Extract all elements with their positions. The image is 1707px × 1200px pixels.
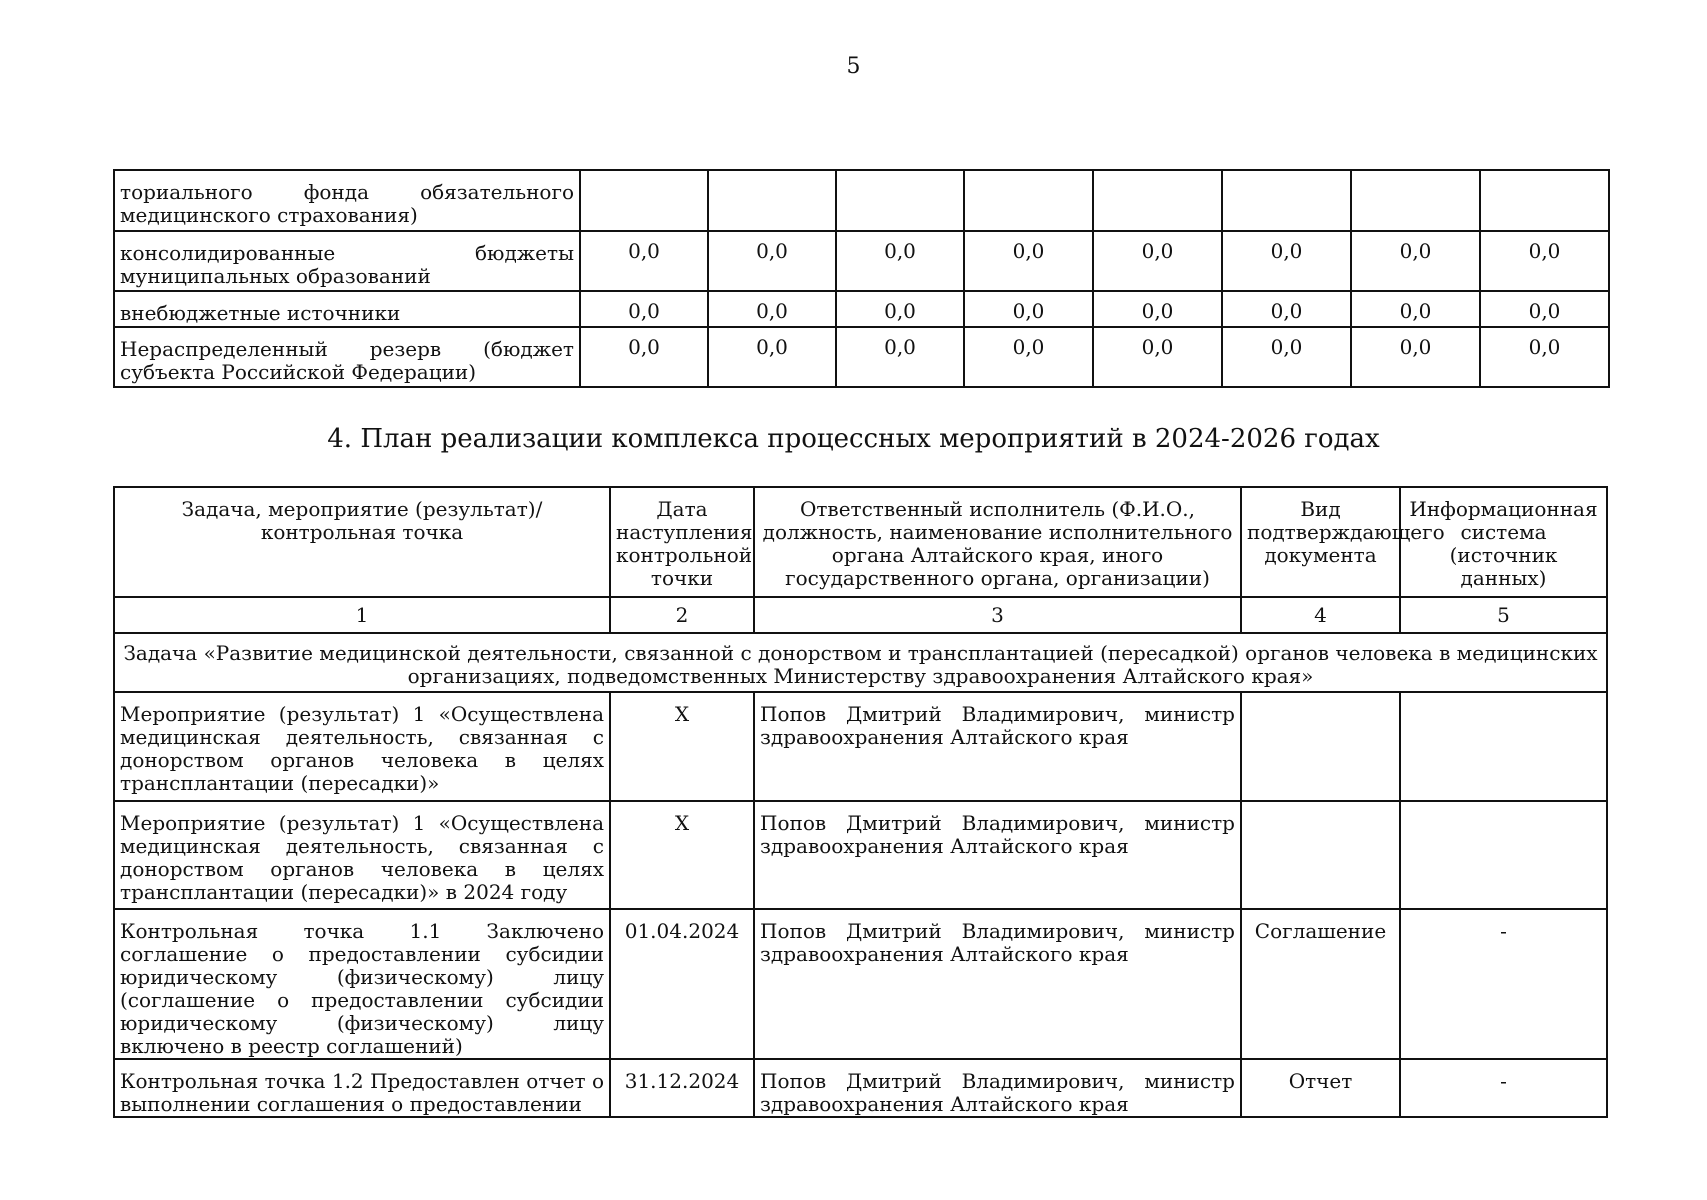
- executor-cell: Попов Дмитрий Владимирович, министр здравоохранения Алтайского края: [754, 801, 1241, 909]
- document-cell: Соглашение: [1241, 909, 1400, 1059]
- executor-cell: Попов Дмитрий Владимирович, министр здравоохранения Алтайского края: [754, 909, 1241, 1059]
- funding-cell: 0,0: [964, 291, 1093, 327]
- activity-name-cell: Контрольная точка 1.2 Предоставлен отчет о выполнении соглашения о предоставлении: [114, 1059, 610, 1117]
- funding-row-label: консолидированные бюджеты муниципальных образований: [114, 231, 580, 291]
- funding-table: [113, 169, 1610, 388]
- funding-row-label: ториального фонда обязательного медицинского страхования): [114, 170, 580, 231]
- system-cell: -: [1400, 909, 1607, 1059]
- funding-cell: 0,0: [1480, 327, 1609, 387]
- funding-cell: 0,0: [1480, 291, 1609, 327]
- header-executor-cell: Ответственный исполнитель (Ф.И.О., должность, наименование исполнительного органа Алтайского края, иного государственного органа, организации): [754, 487, 1241, 597]
- document-cell: [1241, 801, 1400, 909]
- header-document-cell: Вид подтверждающего документа: [1241, 487, 1400, 597]
- funding-cell: 0,0: [964, 231, 1093, 291]
- plan-header-row: [114, 487, 1607, 597]
- column-number: 1: [114, 597, 610, 633]
- plan-row: [114, 909, 1607, 1059]
- funding-row: [114, 231, 1609, 291]
- header-system-cell: Информационная система (источник данных): [1400, 487, 1607, 597]
- funding-row: [114, 291, 1609, 327]
- funding-cell: 0,0: [1480, 231, 1609, 291]
- page-number: 5: [846, 54, 861, 79]
- funding-row-label: внебюджетные источники: [114, 291, 580, 327]
- header-date-cell: Дата наступления контрольной точки: [610, 487, 754, 597]
- funding-cell: [836, 170, 964, 231]
- funding-cell: [580, 170, 708, 231]
- plan-row: [114, 692, 1607, 801]
- funding-cell: 0,0: [708, 231, 836, 291]
- funding-cell: 0,0: [580, 291, 708, 327]
- system-cell: [1400, 692, 1607, 801]
- document-cell: Отчет: [1241, 1059, 1400, 1117]
- system-cell: -: [1400, 1059, 1607, 1117]
- date-cell: X: [610, 692, 754, 801]
- system-cell: [1400, 801, 1607, 909]
- activity-name-cell: Контрольная точка 1.1 Заключено соглашение о предоставлении субсидии юридическому (физическому) лицу (соглашение о предоставлении субсидии юридическому (физическому) лицу включено в реестр соглашений): [114, 909, 610, 1059]
- document-cell: [1241, 692, 1400, 801]
- executor-cell: Попов Дмитрий Владимирович, министр здравоохранения Алтайского края: [754, 1059, 1241, 1117]
- funding-cell: 0,0: [964, 327, 1093, 387]
- funding-row: [114, 170, 1609, 231]
- funding-cell: [1480, 170, 1609, 231]
- activity-name-cell: Мероприятие (результат) 1 «Осуществлена медицинская деятельность, связанная с донорством органов человека в целях трансплантации (пересадки)»: [114, 692, 610, 801]
- funding-cell: 0,0: [1351, 327, 1480, 387]
- date-cell: 31.12.2024: [610, 1059, 754, 1117]
- funding-cell: 0,0: [580, 231, 708, 291]
- funding-cell: 0,0: [1093, 327, 1222, 387]
- column-number: 2: [610, 597, 754, 633]
- funding-cell: 0,0: [1093, 231, 1222, 291]
- header-task-cell: Задача, мероприятие (результат)/ контрольная точка: [114, 487, 610, 597]
- executor-cell: Попов Дмитрий Владимирович, министр здравоохранения Алтайского края: [754, 692, 1241, 801]
- activity-name-cell: Мероприятие (результат) 1 «Осуществлена медицинская деятельность, связанная с донорством органов человека в целях трансплантации (пересадки)» в 2024 году: [114, 801, 610, 909]
- funding-cell: 0,0: [836, 231, 964, 291]
- funding-cell: 0,0: [1351, 291, 1480, 327]
- plan-number-row: [114, 597, 1607, 633]
- plan-task-row: [114, 633, 1607, 692]
- funding-cell: 0,0: [1222, 231, 1351, 291]
- funding-cell: 0,0: [1351, 231, 1480, 291]
- column-number: 5: [1400, 597, 1607, 633]
- plan-row: [114, 801, 1607, 909]
- plan-table: [113, 486, 1608, 1118]
- funding-row: [114, 327, 1609, 387]
- funding-cell: 0,0: [708, 291, 836, 327]
- section-title: 4. План реализации комплекса процессных мероприятий в 2024-2026 годах: [327, 424, 1380, 454]
- date-cell: 01.04.2024: [610, 909, 754, 1059]
- funding-cell: 0,0: [1093, 291, 1222, 327]
- funding-cell: [708, 170, 836, 231]
- funding-cell: [1222, 170, 1351, 231]
- funding-cell: 0,0: [836, 291, 964, 327]
- task-cell: Задача «Развитие медицинской деятельности, связанной с донорством и трансплантацией (пересадкой) органов человека в медицинских организациях, подведомственных Министерству здравоохранения Алтайского края»: [114, 633, 1607, 692]
- plan-row: [114, 1059, 1607, 1117]
- funding-cell: 0,0: [1222, 327, 1351, 387]
- funding-cell: 0,0: [708, 327, 836, 387]
- funding-cell: 0,0: [836, 327, 964, 387]
- funding-cell: [964, 170, 1093, 231]
- column-number: 4: [1241, 597, 1400, 633]
- funding-row-label: Нераспределенный резерв (бюджет субъекта Российской Федерации): [114, 327, 580, 387]
- funding-cell: 0,0: [1222, 291, 1351, 327]
- funding-cell: 0,0: [580, 327, 708, 387]
- funding-cell: [1351, 170, 1480, 231]
- column-number: 3: [754, 597, 1241, 633]
- funding-cell: [1093, 170, 1222, 231]
- date-cell: X: [610, 801, 754, 909]
